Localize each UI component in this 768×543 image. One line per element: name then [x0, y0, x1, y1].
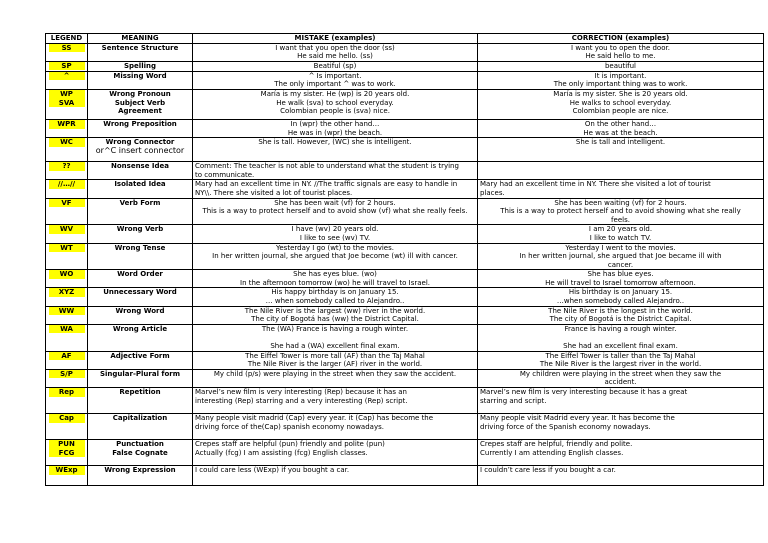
correction-text: beautiful	[604, 61, 636, 70]
meaning-text: Spelling	[124, 61, 156, 70]
mistake-text: I could care less (WExp) if you bought a car.	[195, 466, 350, 474]
meaning-text: Singular-Plural form	[99, 369, 181, 378]
correction-text: I want you to open the door.	[571, 43, 670, 52]
mistake-cell	[193, 61, 478, 71]
correction-cell	[478, 243, 764, 270]
meaning-text: Adjective Form	[110, 351, 170, 360]
table-row	[46, 369, 764, 387]
mistake-text: My child (p/s) were playing in the street when they saw the accident.	[213, 369, 457, 378]
correction-text: The only important thing was to work.	[553, 80, 688, 89]
mistake-text: In the afternoon tomorrow (wo) he will travel to Israel.	[240, 278, 430, 287]
correction-cell	[478, 180, 764, 198]
meaning-text: Capitalization	[112, 414, 168, 422]
legend-code	[46, 119, 88, 137]
meaning-text: Repetition	[119, 388, 161, 396]
mistake-cell	[193, 225, 478, 243]
mistake-text: The Eiffel Tower is more tall (AF) than the Taj Mahal	[245, 351, 425, 360]
legend-code-label: PUN FCG	[49, 440, 85, 457]
mistake-text: Crepes staff are helpful (pun) friendly and polite (pun)	[195, 440, 385, 448]
correction-text: driving force of the Spanish economy nowadays.	[480, 422, 651, 431]
meaning-text: Missing Word	[113, 71, 167, 80]
meaning-cell	[88, 43, 193, 61]
correction-text: María is my sister. She is 20 years old.	[553, 89, 688, 98]
legend-code-label: WA	[49, 325, 85, 334]
mistake-text: She had a (WA) excellent final exam.	[270, 342, 400, 351]
correction-text: Currently I am attending English classes.	[480, 448, 624, 457]
meaning-cell	[88, 71, 193, 89]
mistake-text: Beatiful (sp)	[313, 61, 357, 70]
mistake-text: driving force of the(Cap) spanish economy nowadays.	[195, 422, 384, 431]
mistake-text	[195, 333, 475, 342]
meaning-cell	[88, 440, 193, 466]
correction-text: …when somebody called Alejandro..	[556, 297, 685, 306]
mistake-cell	[193, 71, 478, 89]
meaning-text: Wrong Verb	[116, 225, 164, 234]
table-row	[46, 440, 764, 466]
legend-code	[46, 351, 88, 369]
meaning-text: Wrong Tense	[114, 243, 166, 252]
mistake-cell	[193, 306, 478, 324]
correction-text: I am 20 years old.	[588, 225, 653, 234]
mistake-text: interesting (Rep) starring and a very interesting (Rep) script.	[195, 396, 408, 405]
meaning-cell	[88, 119, 193, 137]
correction-text: My children were playing in the street when they saw the	[519, 369, 722, 378]
mistake-cell	[193, 89, 478, 119]
legend-code	[46, 198, 88, 225]
legend-code-label: XYZ	[49, 288, 85, 297]
correction-text: Colombian people are nice.	[572, 107, 669, 116]
correction-cell	[478, 119, 764, 137]
correction-text: He was at the beach.	[583, 128, 658, 137]
mistake-cell	[193, 324, 478, 351]
meaning-text: Wrong Word	[115, 306, 165, 315]
mistake-text: The only important ^ was to work.	[274, 80, 396, 89]
meaning-cell	[88, 351, 193, 369]
legend-code-label: WW	[49, 307, 85, 316]
mistake-text: NY\\. There she visited a lot of tourist places.	[195, 188, 353, 197]
meaning-text: Punctuation	[116, 440, 164, 448]
mistake-text: His happy birthday is on January 15.	[271, 288, 399, 297]
legend-code	[46, 89, 88, 119]
legend-code-label: WExp	[49, 466, 85, 475]
legend-code	[46, 138, 88, 162]
meaning-cell	[88, 180, 193, 198]
meaning-cell	[88, 306, 193, 324]
meaning-cell	[88, 61, 193, 71]
meaning-text: Agreement	[118, 107, 162, 116]
legend-code	[46, 414, 88, 440]
legend-code-label: //…//	[49, 180, 85, 189]
meaning-cell	[88, 388, 193, 414]
mistake-text: Actually (fcg) I am assisting (fcg) English classes.	[195, 448, 368, 457]
correction-text: Mary had an excellent time in NY. There she visited a lot of tourist	[480, 180, 711, 189]
mistake-cell	[193, 388, 478, 414]
table-row	[46, 288, 764, 306]
meaning-cell	[88, 414, 193, 440]
mistake-cell	[193, 466, 478, 486]
mistake-text: Marvel’s new film is very interesting (Rep) because it has an	[195, 388, 407, 396]
table-row	[46, 225, 764, 243]
correction-text: This is a way to protect herself and to avoid showing what she really	[500, 207, 741, 216]
mistake-cell	[193, 351, 478, 369]
legend-rows	[46, 43, 764, 485]
table-row	[46, 43, 764, 61]
correction-cell	[478, 61, 764, 71]
header-correction: CORRECTION (examples)	[478, 34, 764, 44]
table-row	[46, 351, 764, 369]
correction-text: She is tall and intelligent.	[575, 138, 666, 147]
mistake-text: Colombian people is (sva) nice.	[280, 107, 390, 116]
table-row	[46, 324, 764, 351]
table-row	[46, 198, 764, 225]
table-row	[46, 71, 764, 89]
legend-code	[46, 440, 88, 466]
correction-text: On the other hand…	[584, 119, 657, 128]
correction-text: He will travel to Israel tomorrow afternoon.	[545, 278, 696, 287]
mistake-cell	[193, 369, 478, 387]
legend-code	[46, 225, 88, 243]
correction-cell	[478, 369, 764, 387]
mistake-text: He was in (wpr) the beach.	[287, 128, 383, 137]
mistake-text: She is tall. However, (WC) she is intelligent.	[258, 138, 412, 147]
mistake-text: I have (wv) 20 years old.	[291, 225, 379, 234]
mistake-cell	[193, 43, 478, 61]
mistake-cell	[193, 288, 478, 306]
meaning-cell	[88, 369, 193, 387]
correction-text: The Nile River is the longest in the world.	[548, 306, 693, 315]
correction-text: Crepes staff are helpful, friendly and polite.	[480, 440, 633, 448]
correction-text: France is having a rough winter.	[564, 324, 677, 333]
correction-text	[480, 333, 761, 342]
correction-text: places.	[480, 188, 505, 197]
correction-cell	[478, 270, 764, 288]
meaning-cell	[88, 288, 193, 306]
legend-code-label: S/P	[49, 370, 85, 379]
mistake-text: In her written journal, she argued that Joe become (wt) ill with cancer.	[212, 252, 458, 261]
meaning-text: Nonsense Idea	[111, 162, 169, 171]
mistake-text: Mary had an excellent time in NY. //The traffic signals are easy to handle in	[195, 180, 458, 189]
meaning-text: Wrong Preposition	[103, 119, 177, 128]
mistake-text: She has been wait (vf) for 2 hours.	[274, 198, 396, 207]
meaning-cell	[88, 270, 193, 288]
correction-text: She has blue eyes.	[587, 270, 654, 279]
legend-code	[46, 324, 88, 351]
error-legend-table	[45, 33, 764, 486]
legend-code	[46, 162, 88, 180]
mistake-cell	[193, 414, 478, 440]
correction-cell	[478, 440, 764, 466]
mistake-text: The Nile River is the largest (ww) river in the world.	[244, 306, 426, 315]
correction-text: His birthday is on January 15.	[568, 288, 673, 297]
mistake-text: The Nile River is the larger (AF) river in the world.	[247, 360, 423, 369]
correction-cell	[478, 43, 764, 61]
correction-cell	[478, 162, 764, 180]
correction-text: cancer.	[607, 260, 634, 269]
legend-code-label: WPR	[49, 120, 85, 129]
meaning-text: Wrong Article	[112, 324, 168, 333]
mistake-text: In (wpr) the other hand…	[290, 119, 380, 128]
correction-text: feels.	[611, 215, 630, 224]
meaning-cell	[88, 225, 193, 243]
mistake-text: She has eyes blue. (wo)	[293, 270, 377, 279]
mistake-text: This is a way to protect herself and to avoid show (vf) what she really feels.	[202, 207, 468, 216]
correction-text: She has been waiting (vf) for 2 hours.	[554, 198, 687, 207]
legend-code	[46, 61, 88, 71]
mistake-text: I like to see (wv) TV.	[299, 233, 371, 242]
meaning-text: False Cognate	[112, 448, 168, 457]
mistake-cell	[193, 198, 478, 225]
meaning-cell	[88, 89, 193, 119]
table-row	[46, 119, 764, 137]
correction-cell	[478, 138, 764, 162]
legend-code	[46, 180, 88, 198]
table-row	[46, 138, 764, 162]
correction-text: The city of Bogotá is the District Capital.	[549, 315, 692, 324]
correction-cell	[478, 89, 764, 119]
legend-code	[46, 369, 88, 387]
meaning-cell	[88, 243, 193, 270]
correction-text: In her written journal, she argued that Joe became ill with	[519, 252, 722, 261]
mistake-cell	[193, 162, 478, 180]
correction-text: The Nile River is the largest river in the world.	[539, 360, 702, 369]
correction-cell	[478, 288, 764, 306]
mistake-text: to communicate.	[195, 170, 255, 179]
mistake-cell	[193, 440, 478, 466]
mistake-cell	[193, 270, 478, 288]
meaning-text: Wrong Expression	[104, 466, 176, 474]
correction-text: The Eiffel Tower is taller than the Taj Mahal	[545, 351, 696, 360]
legend-code-label: Rep	[49, 388, 85, 397]
mistake-text: He walk (sva) to school everyday.	[276, 98, 394, 107]
legend-code-label: SS	[49, 44, 85, 53]
table-row	[46, 89, 764, 119]
mistake-text: I want that you open the door (ss)	[275, 43, 395, 52]
legend-code	[46, 43, 88, 61]
header-mistake: MISTAKE (examples)	[193, 34, 478, 44]
meaning-text: Wrong Connector	[105, 138, 175, 147]
legend-code-label: ??	[49, 162, 85, 171]
meaning-text: Sentence Structure	[101, 43, 179, 52]
meaning-text: or^C insert connector	[95, 146, 185, 155]
legend-code-label: SP	[49, 62, 85, 71]
correction-cell	[478, 414, 764, 440]
correction-cell	[478, 351, 764, 369]
table-row	[46, 466, 764, 486]
header-meaning: MEANING	[88, 34, 193, 44]
legend-code-label: WO	[49, 270, 85, 279]
correction-cell	[478, 198, 764, 225]
correction-text: He said hello to me.	[585, 52, 656, 61]
legend-code	[46, 288, 88, 306]
table-row	[46, 270, 764, 288]
mistake-text: … when somebody called to Alejandro..	[265, 297, 405, 306]
legend-code-label: VF	[49, 199, 85, 208]
mistake-cell	[193, 119, 478, 137]
legend-code-label: WT	[49, 244, 85, 253]
meaning-text: Unnecessary Word	[103, 288, 177, 297]
table-row	[46, 414, 764, 440]
meaning-cell	[88, 324, 193, 351]
meaning-cell	[88, 198, 193, 225]
legend-code-label: WV	[49, 225, 85, 234]
correction-text: He walks to school everyday.	[569, 98, 672, 107]
meaning-cell	[88, 162, 193, 180]
correction-text: She had an excellent final exam.	[563, 342, 678, 351]
mistake-cell	[193, 180, 478, 198]
legend-code	[46, 243, 88, 270]
meaning-cell	[88, 138, 193, 162]
correction-text: Marvel’s new film is very interesting because it has a great	[480, 388, 688, 396]
mistake-text: Comment: The teacher is not able to understand what the student is trying	[195, 162, 459, 171]
mistake-text: He said me hello. (ss)	[297, 52, 373, 61]
mistake-text: Yesterday I go (wt) to the movies.	[276, 243, 394, 252]
legend-code-label: ^	[49, 72, 85, 81]
legend-code	[46, 388, 88, 414]
legend-code	[46, 466, 88, 486]
mistake-text: The city of Bogotá has (ww) the District Capital.	[251, 315, 419, 324]
meaning-text: Subject Verb	[114, 98, 166, 107]
legend-code	[46, 306, 88, 324]
correction-cell	[478, 306, 764, 324]
table-row	[46, 180, 764, 198]
table-row	[46, 61, 764, 71]
correction-cell	[478, 388, 764, 414]
mistake-cell	[193, 138, 478, 162]
correction-cell	[478, 466, 764, 486]
correction-text: starring and script.	[480, 396, 547, 405]
table-row	[46, 162, 764, 180]
meaning-text: Wrong Pronoun	[109, 89, 171, 98]
mistake-text: Many people visit madrid (Cap) every year. it (Cap) has become the	[195, 414, 434, 422]
meaning-text: Word Order	[117, 270, 163, 279]
correction-cell	[478, 324, 764, 351]
table-row	[46, 243, 764, 270]
table-row	[46, 388, 764, 414]
meaning-text: Isolated Idea	[114, 180, 166, 189]
legend-code	[46, 270, 88, 288]
legend-code-label: WP SVA	[49, 90, 85, 107]
correction-text: I like to watch TV.	[589, 233, 652, 242]
legend-code	[46, 71, 88, 89]
mistake-text: ^ Is important.	[308, 71, 362, 80]
meaning-text: Verb Form	[119, 198, 161, 207]
table-row	[46, 306, 764, 324]
mistake-cell	[193, 243, 478, 270]
legend-code-label: WC	[49, 138, 85, 147]
correction-cell	[478, 71, 764, 89]
header-row	[46, 34, 764, 44]
header-legend: LEGEND	[46, 34, 88, 44]
mistake-text: María is my sister. He (wp) is 20 years old.	[260, 89, 410, 98]
correction-text: Many people visit Madrid every year. It has become the	[480, 414, 675, 422]
legend-code-label: Cap	[49, 414, 85, 423]
correction-text	[480, 162, 761, 171]
mistake-text: The (WA) France is having a rough winter.	[261, 324, 409, 333]
meaning-cell	[88, 466, 193, 486]
correction-text: It is important.	[594, 71, 647, 80]
correction-text: I couldn’t care less if you bought a car.	[480, 466, 616, 474]
correction-text: Yesterday I went to the movies.	[565, 243, 676, 252]
correction-text: accident.	[604, 378, 637, 387]
legend-code-label: AF	[49, 352, 85, 361]
correction-cell	[478, 225, 764, 243]
